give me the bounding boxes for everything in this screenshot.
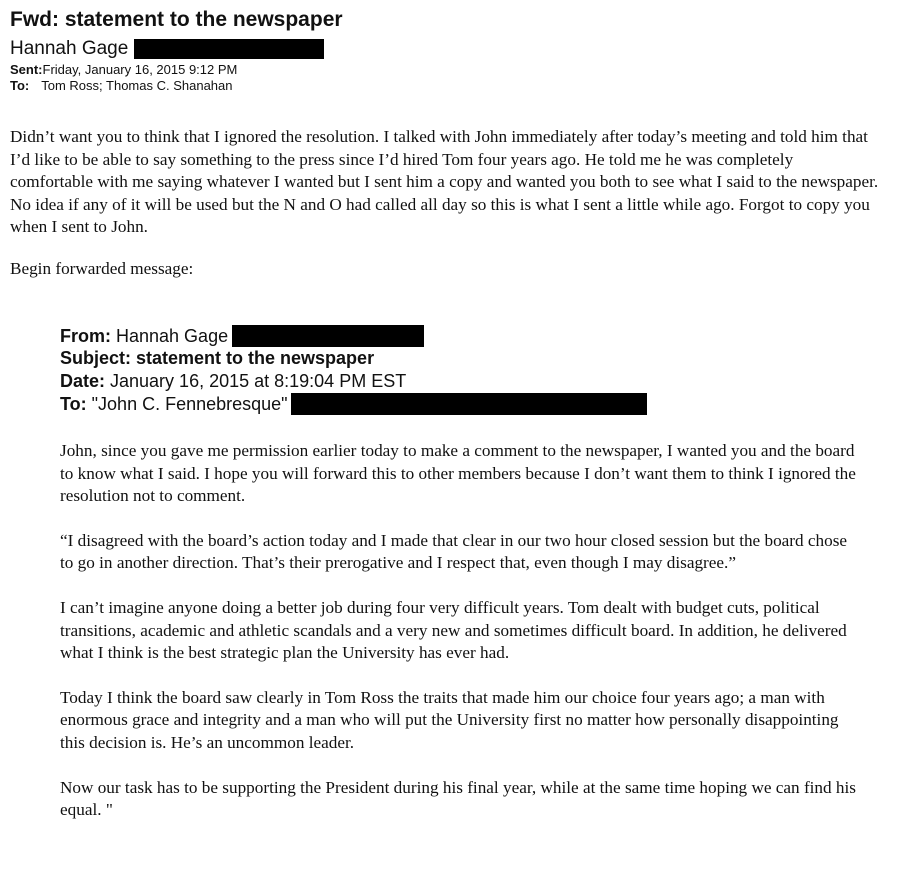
email-body [10, 126, 880, 239]
redacted-sender-email [134, 39, 324, 59]
to-value: Tom Ross; Thomas C. Shanahan [41, 78, 233, 93]
redacted-fwd-from-email [232, 325, 424, 347]
fwd-date-value: January 16, 2015 at 8:19:04 PM EST [110, 371, 407, 391]
forward-intro: Begin forwarded message: [10, 259, 194, 278]
body-paragraph: Didn’t want you to think that I ignored the resolution. I talked with John immediately after today’s meeting and told him that I’d like to be able to say something to the press since I’d hired Tom four years ago. He told me he was completely comfortable with me saying whatever I wanted but I sent him a copy and wanted you both to see what I said to the newspaper. No idea if any of it will be used but the N and O had called all day so this is what I sent a little while ago. Forgot to copy you when I sent to John. [10, 127, 879, 237]
fwd-subject-label: Subject: [60, 348, 132, 368]
fwd-subject-value: statement to the newspaper [136, 348, 375, 368]
sent-line [10, 62, 237, 77]
fwd-date-label: Date: [60, 371, 106, 391]
sender-name: Hannah Gage [10, 38, 129, 59]
to-line [10, 78, 233, 93]
forwarded-body [60, 440, 860, 844]
fwd-from-line [60, 325, 424, 347]
sender-line [10, 38, 324, 60]
fwd-from-label: From: [60, 325, 111, 346]
to-label: To: [10, 78, 30, 93]
sent-value: Friday, January 16, 2015 9:12 PM [42, 62, 238, 77]
fwd-date-line [60, 371, 406, 392]
fwd-from-value: Hannah Gage [116, 325, 229, 346]
fwd-paragraph: I can’t imagine anyone doing a better job during four very difficult years. Tom dealt with budget cuts, political transitions, academic and athletic scandals and a very new and sometimes difficult board. In addition, he delivered what I think is the best strategic plan the University has ever had. [60, 597, 847, 663]
fwd-to-value: "John C. Fennebresque" [91, 393, 288, 414]
redacted-fwd-to-email [291, 393, 647, 415]
fwd-to-label: To: [60, 393, 87, 414]
fwd-paragraph: “I disagreed with the board’s action today and I made that clear in our two hour closed session but the board chose to go in another direction. That’s their prerogative and I respect that, even though I may disagree.” [60, 530, 848, 573]
fwd-paragraph: John, since you gave me permission earlier today to make a comment to the newspaper, I wanted you and the board to know what I said. I hope you will forward this to other members because I don’t want them to think I ignored the resolution not to comment. [60, 441, 856, 506]
fwd-paragraph: Now our task has to be supporting the President during his final year, while at the same time hoping we can find his equal. " [60, 777, 856, 820]
fwd-subject-line [60, 348, 374, 369]
sent-label: Sent: [10, 62, 43, 77]
fwd-to-line [60, 393, 647, 415]
email-subject: Fwd: statement to the newspaper [10, 8, 343, 31]
fwd-paragraph: Today I think the board saw clearly in Tom Ross the traits that made him our choice four years ago; a man with enormous grace and integrity and a man who will put the University first no matter how personally disappointing this decision is. He’s an uncommon leader. [60, 687, 839, 752]
